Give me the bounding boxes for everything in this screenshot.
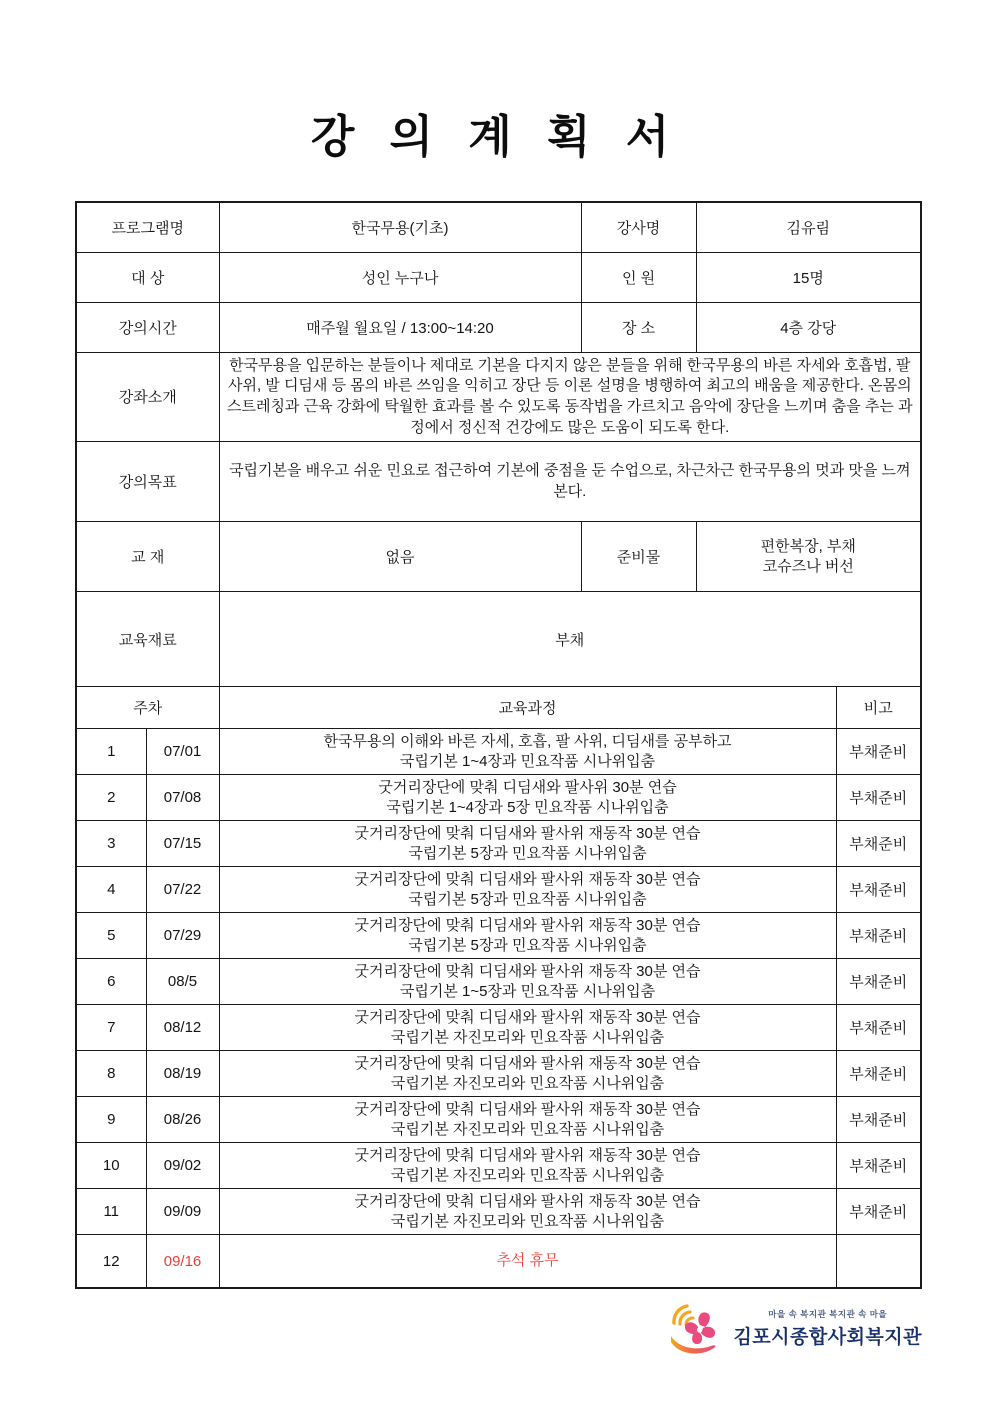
date-cell: 08/5 [146, 959, 219, 1005]
time-label: 강의시간 [76, 302, 219, 352]
curriculum-line2: 국립기본 1~5장과 민요작품 시나위입춤 [399, 982, 656, 1000]
week-number-cell: 9 [76, 1097, 146, 1143]
schedule-row [76, 1189, 921, 1235]
curriculum-line1: 굿거리장단에 맞춰 디딤새와 팔사위 재동작 30분 연습 [354, 825, 701, 843]
target-label: 대 상 [76, 252, 219, 302]
note-cell: 부채준비 [836, 1005, 921, 1051]
curriculum-line2: 국립기본 1~4장과 5장 민요작품 시나위입춤 [386, 798, 669, 816]
schedule-row [76, 1005, 921, 1051]
goal-row [76, 442, 921, 522]
week-number-cell: 8 [76, 1051, 146, 1097]
schedule-row [76, 959, 921, 1005]
logo-name: 김포시종합사회복지관 [733, 1326, 922, 1348]
date-cell: 07/08 [146, 775, 219, 821]
note-cell: 부채준비 [836, 867, 921, 913]
curriculum-line1: 굿거리장단에 맞춰 디딤새와 팔사위 재동작 30분 연습 [354, 963, 701, 981]
week-number-cell: 7 [76, 1005, 146, 1051]
curriculum-line2: 국립기본 5장과 민요작품 시나위입춤 [408, 936, 647, 954]
schedule-row [76, 913, 921, 959]
week-number-cell: 11 [76, 1189, 146, 1235]
instructor-label: 강사명 [581, 202, 696, 252]
curriculum-cell [219, 867, 836, 913]
program-value: 한국무용(기초) [219, 202, 581, 252]
supplies-value [696, 522, 921, 592]
curriculum-line1: 굿거리장단에 맞춰 디딤새와 팔사위 재동작 30분 연습 [354, 917, 701, 935]
time-value: 매주월 월요일 / 13:00~14:20 [219, 302, 581, 352]
curriculum-line2: 국립기본 자진모리와 민요작품 시나위입춤 [390, 1074, 665, 1092]
schedule-row [76, 1051, 921, 1097]
note-cell: 부채준비 [836, 913, 921, 959]
supplies-line1: 편한복장, 부채 [760, 537, 856, 555]
curriculum-cell [219, 913, 836, 959]
curriculum-line2: 국립기본 자진모리와 민요작품 시나위입춤 [390, 1120, 665, 1138]
document-title: 강 의 계 획 서 [310, 112, 682, 162]
schedule-header-row [76, 687, 921, 729]
note-cell: 부채준비 [836, 959, 921, 1005]
week-number-cell: 12 [76, 1235, 146, 1288]
curriculum-cell [219, 1235, 836, 1288]
note-cell: 부채준비 [836, 1189, 921, 1235]
curriculum-cell [219, 1051, 836, 1097]
date-cell: 08/12 [146, 1005, 219, 1051]
date-cell: 07/15 [146, 821, 219, 867]
curriculum-cell [219, 729, 836, 775]
instructor-value: 김유림 [696, 202, 921, 252]
curriculum-line2: 국립기본 5장과 민요작품 시나위입춤 [408, 890, 647, 908]
schedule-row [76, 1097, 921, 1143]
schedule-row [76, 867, 921, 913]
curriculum-cell [219, 1189, 836, 1235]
curriculum-line2: 국립기본 5장과 민요작품 시나위입춤 [408, 844, 647, 862]
curriculum-line2: 국립기본 자진모리와 민요작품 시나위입춤 [390, 1166, 665, 1184]
curriculum-line2: 국립기본 자진모리와 민요작품 시나위입춤 [390, 1028, 665, 1046]
week-number-cell: 10 [76, 1143, 146, 1189]
welfare-center-logo [667, 1294, 922, 1362]
lecture-plan-table [75, 201, 922, 1289]
curriculum-line2: 국립기본 1~4장과 민요작품 시나위입춤 [399, 752, 656, 770]
materials-label: 교육재료 [76, 592, 219, 687]
goal-value: 국립기본을 배우고 쉬운 민요로 접근하여 기본에 중점을 둔 수업으로, 차근차근 한국무용의 멋과 맛을 느껴본다. [219, 442, 921, 522]
place-value: 4층 강당 [696, 302, 921, 352]
curriculum-line1: 굿거리장단에 맞춰 디딤새와 팔사위 재동작 30분 연습 [354, 1147, 701, 1165]
week-number-cell: 3 [76, 821, 146, 867]
curriculum-cell [219, 821, 836, 867]
note-cell: 부채준비 [836, 1051, 921, 1097]
schedule-body [76, 729, 921, 1288]
curriculum-line1: 추석 휴무 [496, 1252, 559, 1270]
welfare-center-logo-icon [667, 1294, 729, 1362]
week-header: 주차 [76, 687, 219, 729]
note-cell [836, 1235, 921, 1288]
curriculum-line1: 굿거리장단에 맞춰 디딤새와 팔사위 재동작 30분 연습 [354, 1055, 701, 1073]
date-cell: 08/26 [146, 1097, 219, 1143]
curriculum-line2: 국립기본 자진모리와 민요작품 시나위입춤 [390, 1212, 665, 1230]
date-cell: 08/19 [146, 1051, 219, 1097]
date-cell: 09/16 [146, 1235, 219, 1288]
date-cell: 07/22 [146, 867, 219, 913]
curriculum-header: 교육과정 [219, 687, 836, 729]
schedule-row [76, 1235, 921, 1288]
time-row [76, 302, 921, 352]
schedule-row [76, 775, 921, 821]
date-cell: 09/09 [146, 1189, 219, 1235]
note-cell: 부채준비 [836, 821, 921, 867]
goal-label: 강의목표 [76, 442, 219, 522]
intro-row [76, 352, 921, 442]
logo-text-block [733, 1308, 922, 1349]
schedule-row [76, 1143, 921, 1189]
materials-value: 부채 [219, 592, 921, 687]
note-cell: 부채준비 [836, 729, 921, 775]
week-number-cell: 6 [76, 959, 146, 1005]
note-header: 비고 [836, 687, 921, 729]
capacity-label: 인 원 [581, 252, 696, 302]
note-cell: 부채준비 [836, 775, 921, 821]
date-cell: 09/02 [146, 1143, 219, 1189]
curriculum-line1: 굿거리장단에 맞춰 디딤새와 팔사위 재동작 30분 연습 [354, 1009, 701, 1027]
note-cell: 부채준비 [836, 1097, 921, 1143]
schedule-row [76, 729, 921, 775]
curriculum-line1: 굿거리장단에 맞춰 디딤새와 팔사위 재동작 30분 연습 [354, 1101, 701, 1119]
logo-tagline: 마을 속 복지관 복지관 속 마을 [768, 1308, 888, 1319]
date-cell: 07/01 [146, 729, 219, 775]
place-label: 장 소 [581, 302, 696, 352]
week-number-cell: 4 [76, 867, 146, 913]
curriculum-cell [219, 1097, 836, 1143]
curriculum-line1: 굿거리장단에 맞춰 디딤새와 팔사위 재동작 30분 연습 [354, 1193, 701, 1211]
curriculum-cell [219, 1143, 836, 1189]
note-cell: 부채준비 [836, 1143, 921, 1189]
intro-value: 한국무용을 입문하는 분들이나 제대로 기본을 다지지 않은 분들을 위해 한국무용의 바른 자세와 호흡법, 팔사위, 발 디딤새 등 몸의 바른 쓰임을 익히고 장단 등 이론 설명을 병행하여 최고의 배움을 제공한다. 온몸의 스트레칭과 근육 강화에 탁월한 효과를 볼 수 있도록 동작법을 가르치고 음악에 장단을 느끼며 춤을 추는 과정에서 정신적 건강에도 많은 도움이 되도록 한다. [219, 352, 921, 442]
intro-label: 강좌소개 [76, 352, 219, 442]
curriculum-line1: 한국무용의 이해와 바른 자세, 호흡, 팔 사위, 디딤새를 공부하고 [323, 733, 732, 751]
curriculum-cell [219, 959, 836, 1005]
week-number-cell: 1 [76, 729, 146, 775]
supplies-line2: 코슈즈나 버선 [762, 557, 854, 575]
target-value: 성인 누구나 [219, 252, 581, 302]
curriculum-cell [219, 775, 836, 821]
capacity-value: 15명 [696, 252, 921, 302]
week-number-cell: 5 [76, 913, 146, 959]
textbook-label: 교 재 [76, 522, 219, 592]
curriculum-line1: 굿거리장단에 맞춰 디딤새와 팔사위 30분 연습 [378, 779, 677, 797]
date-cell: 07/29 [146, 913, 219, 959]
program-label: 프로그램명 [76, 202, 219, 252]
curriculum-cell [219, 1005, 836, 1051]
target-row [76, 252, 921, 302]
schedule-row [76, 821, 921, 867]
program-row [76, 202, 921, 252]
textbook-row [76, 522, 921, 592]
textbook-value: 없음 [219, 522, 581, 592]
curriculum-line1: 굿거리장단에 맞춰 디딤새와 팔사위 재동작 30분 연습 [354, 871, 701, 889]
supplies-label: 준비물 [581, 522, 696, 592]
materials-row [76, 592, 921, 687]
week-number-cell: 2 [76, 775, 146, 821]
